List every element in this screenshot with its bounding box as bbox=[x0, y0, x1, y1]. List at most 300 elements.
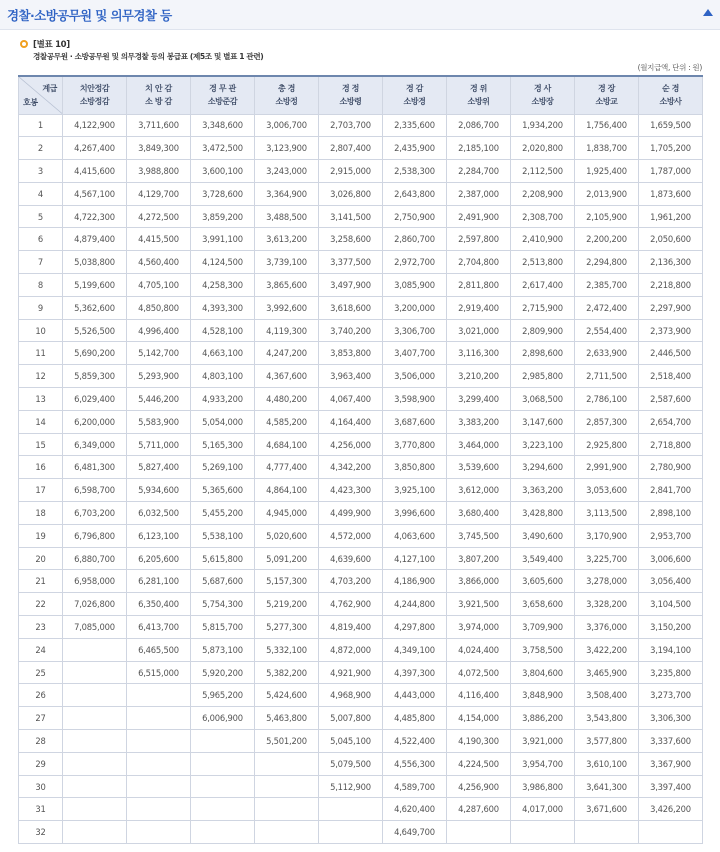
salary-cell: 5,007,800 bbox=[319, 707, 383, 730]
salary-cell: 3,921,000 bbox=[511, 730, 575, 753]
salary-cell: 3,687,600 bbox=[383, 410, 447, 433]
salary-cell: 5,690,200 bbox=[63, 342, 127, 365]
salary-cell: 3,539,600 bbox=[447, 456, 511, 479]
salary-cell: 5,463,800 bbox=[255, 707, 319, 730]
salary-cell: 3,200,000 bbox=[383, 296, 447, 319]
table-row bbox=[19, 319, 703, 342]
salary-cell: 2,387,000 bbox=[447, 182, 511, 205]
step-number-cell: 16 bbox=[19, 456, 63, 479]
table-row bbox=[19, 775, 703, 798]
salary-table bbox=[18, 75, 703, 844]
salary-cell: 3,866,000 bbox=[447, 570, 511, 593]
salary-cell: 5,446,200 bbox=[127, 388, 191, 411]
step-number-cell: 17 bbox=[19, 479, 63, 502]
salary-cell: 5,142,700 bbox=[127, 342, 191, 365]
step-number-cell: 13 bbox=[19, 388, 63, 411]
salary-cell: 4,684,100 bbox=[255, 433, 319, 456]
salary-cell: 2,136,300 bbox=[639, 251, 703, 274]
salary-cell: 6,032,500 bbox=[127, 502, 191, 525]
salary-cell: 3,026,800 bbox=[319, 182, 383, 205]
salary-cell: 1,787,000 bbox=[639, 160, 703, 183]
salary-cell: 2,513,800 bbox=[511, 251, 575, 274]
salary-cell: 3,728,600 bbox=[191, 182, 255, 205]
police-rank-label: 치 안 감 bbox=[145, 84, 172, 94]
fire-rank-label: 소방경 bbox=[403, 97, 426, 107]
salary-cell bbox=[255, 798, 319, 821]
salary-cell: 4,017,000 bbox=[511, 798, 575, 821]
salary-cell: 4,703,200 bbox=[319, 570, 383, 593]
salary-cell: 4,443,000 bbox=[383, 684, 447, 707]
salary-cell: 4,186,900 bbox=[383, 570, 447, 593]
salary-cell: 3,974,000 bbox=[447, 616, 511, 639]
salary-cell bbox=[127, 707, 191, 730]
salary-cell: 2,185,100 bbox=[447, 137, 511, 160]
salary-cell: 2,297,900 bbox=[639, 296, 703, 319]
salary-cell bbox=[127, 730, 191, 753]
salary-cell: 6,515,000 bbox=[127, 661, 191, 684]
salary-cell: 2,491,900 bbox=[447, 205, 511, 228]
table-row bbox=[19, 410, 703, 433]
salary-cell: 3,758,500 bbox=[511, 638, 575, 661]
step-number-cell: 27 bbox=[19, 707, 63, 730]
salary-cell: 2,554,400 bbox=[575, 319, 639, 342]
table-row bbox=[19, 433, 703, 456]
salary-cell: 3,123,900 bbox=[255, 137, 319, 160]
grade-label: 계급 bbox=[42, 84, 57, 93]
salary-cell: 5,091,200 bbox=[255, 547, 319, 570]
salary-cell: 2,860,700 bbox=[383, 228, 447, 251]
salary-cell bbox=[63, 661, 127, 684]
police-rank-label: 경 정 bbox=[341, 84, 360, 94]
salary-cell: 3,740,200 bbox=[319, 319, 383, 342]
salary-cell: 5,365,600 bbox=[191, 479, 255, 502]
salary-cell: 1,659,500 bbox=[639, 114, 703, 137]
table-row bbox=[19, 593, 703, 616]
step-number-cell: 5 bbox=[19, 205, 63, 228]
step-number-cell: 3 bbox=[19, 160, 63, 183]
salary-cell: 2,020,800 bbox=[511, 137, 575, 160]
salary-cell: 2,841,700 bbox=[639, 479, 703, 502]
salary-cell: 2,718,800 bbox=[639, 433, 703, 456]
reference-subtitle: 경찰공무원 · 소방공무원 및 의무경찰 등의 봉급표 (제5조 및 별표 1 관련) bbox=[33, 52, 264, 61]
salary-cell: 4,620,400 bbox=[383, 798, 447, 821]
section-header-bar bbox=[0, 0, 720, 30]
salary-cell: 4,945,000 bbox=[255, 502, 319, 525]
table-row bbox=[19, 638, 703, 661]
table-row bbox=[19, 798, 703, 821]
salary-cell: 2,013,900 bbox=[575, 182, 639, 205]
table-row bbox=[19, 502, 703, 525]
salary-cell: 6,349,000 bbox=[63, 433, 127, 456]
salary-cell: 5,382,200 bbox=[255, 661, 319, 684]
table-row bbox=[19, 821, 703, 844]
column-header bbox=[127, 76, 191, 114]
fire-rank-label: 소방위 bbox=[467, 97, 490, 107]
salary-cell: 2,086,700 bbox=[447, 114, 511, 137]
step-number-cell: 10 bbox=[19, 319, 63, 342]
salary-cell: 4,119,300 bbox=[255, 319, 319, 342]
salary-cell: 2,985,800 bbox=[511, 365, 575, 388]
salary-cell: 5,965,200 bbox=[191, 684, 255, 707]
salary-cell: 3,992,600 bbox=[255, 296, 319, 319]
salary-cell: 4,589,700 bbox=[383, 775, 447, 798]
salary-cell: 3,613,200 bbox=[255, 228, 319, 251]
salary-cell: 4,522,400 bbox=[383, 730, 447, 753]
salary-cell: 4,127,100 bbox=[383, 547, 447, 570]
step-number-cell: 21 bbox=[19, 570, 63, 593]
salary-cell: 2,385,700 bbox=[575, 274, 639, 297]
salary-cell: 3,488,500 bbox=[255, 205, 319, 228]
salary-cell: 5,873,100 bbox=[191, 638, 255, 661]
salary-cell: 3,549,400 bbox=[511, 547, 575, 570]
salary-cell: 6,465,500 bbox=[127, 638, 191, 661]
salary-cell: 5,038,800 bbox=[63, 251, 127, 274]
salary-cell: 5,269,100 bbox=[191, 456, 255, 479]
salary-cell: 4,819,400 bbox=[319, 616, 383, 639]
salary-cell: 5,526,500 bbox=[63, 319, 127, 342]
salary-cell: 4,067,400 bbox=[319, 388, 383, 411]
salary-cell: 2,953,700 bbox=[639, 524, 703, 547]
salary-cell: 3,306,700 bbox=[383, 319, 447, 342]
salary-cell: 4,129,700 bbox=[127, 182, 191, 205]
salary-cell: 4,485,800 bbox=[383, 707, 447, 730]
salary-cell: 3,770,800 bbox=[383, 433, 447, 456]
salary-cell: 4,996,400 bbox=[127, 319, 191, 342]
salary-cell: 2,335,600 bbox=[383, 114, 447, 137]
salary-cell: 5,827,400 bbox=[127, 456, 191, 479]
table-row bbox=[19, 342, 703, 365]
collapse-triangle-up-icon[interactable] bbox=[703, 9, 713, 16]
salary-cell: 4,639,600 bbox=[319, 547, 383, 570]
salary-cell bbox=[447, 821, 511, 844]
step-number-cell: 18 bbox=[19, 502, 63, 525]
police-rank-label: 경 무 관 bbox=[209, 84, 236, 94]
salary-cell: 3,294,600 bbox=[511, 456, 575, 479]
salary-cell: 3,464,000 bbox=[447, 433, 511, 456]
police-rank-label: 치안정감 bbox=[79, 84, 110, 94]
table-row bbox=[19, 684, 703, 707]
salary-cell: 3,337,600 bbox=[639, 730, 703, 753]
salary-cell bbox=[63, 798, 127, 821]
salary-cell: 3,886,200 bbox=[511, 707, 575, 730]
salary-cell: 3,383,200 bbox=[447, 410, 511, 433]
salary-cell: 3,465,900 bbox=[575, 661, 639, 684]
salary-cell bbox=[191, 730, 255, 753]
salary-cell: 4,968,900 bbox=[319, 684, 383, 707]
salary-cell: 1,961,200 bbox=[639, 205, 703, 228]
salary-cell: 4,663,100 bbox=[191, 342, 255, 365]
table-row bbox=[19, 388, 703, 411]
salary-cell: 3,053,600 bbox=[575, 479, 639, 502]
salary-cell: 4,367,600 bbox=[255, 365, 319, 388]
salary-cell: 3,235,800 bbox=[639, 661, 703, 684]
salary-cell: 3,577,800 bbox=[575, 730, 639, 753]
salary-cell: 5,157,300 bbox=[255, 570, 319, 593]
salary-cell: 6,880,700 bbox=[63, 547, 127, 570]
salary-cell: 4,872,000 bbox=[319, 638, 383, 661]
step-number-cell: 25 bbox=[19, 661, 63, 684]
salary-cell: 2,811,800 bbox=[447, 274, 511, 297]
salary-cell: 6,958,000 bbox=[63, 570, 127, 593]
column-header bbox=[191, 76, 255, 114]
salary-cell: 1,838,700 bbox=[575, 137, 639, 160]
salary-cell bbox=[63, 821, 127, 844]
salary-cell: 2,715,900 bbox=[511, 296, 575, 319]
police-rank-label: 총 경 bbox=[277, 84, 296, 94]
salary-cell: 4,342,200 bbox=[319, 456, 383, 479]
salary-cell: 3,273,700 bbox=[639, 684, 703, 707]
salary-cell: 4,423,300 bbox=[319, 479, 383, 502]
salary-cell: 3,243,000 bbox=[255, 160, 319, 183]
salary-cell: 1,873,600 bbox=[639, 182, 703, 205]
salary-cell: 3,367,900 bbox=[639, 752, 703, 775]
salary-cell: 3,363,200 bbox=[511, 479, 575, 502]
salary-cell: 1,705,200 bbox=[639, 137, 703, 160]
salary-cell: 4,705,100 bbox=[127, 274, 191, 297]
salary-cell: 3,328,200 bbox=[575, 593, 639, 616]
police-rank-label: 경 사 bbox=[533, 84, 552, 94]
police-rank-label: 경 장 bbox=[597, 84, 616, 94]
salary-cell: 4,572,000 bbox=[319, 524, 383, 547]
salary-cell: 4,154,000 bbox=[447, 707, 511, 730]
step-number-cell: 9 bbox=[19, 296, 63, 319]
step-number-cell: 8 bbox=[19, 274, 63, 297]
salary-cell: 2,633,900 bbox=[575, 342, 639, 365]
salary-cell: 5,615,800 bbox=[191, 547, 255, 570]
salary-cell: 3,141,500 bbox=[319, 205, 383, 228]
table-row bbox=[19, 274, 703, 297]
salary-cell: 2,654,700 bbox=[639, 410, 703, 433]
step-number-cell: 6 bbox=[19, 228, 63, 251]
step-number-cell: 28 bbox=[19, 730, 63, 753]
salary-cell: 1,925,400 bbox=[575, 160, 639, 183]
salary-cell: 3,348,600 bbox=[191, 114, 255, 137]
salary-cell: 4,190,300 bbox=[447, 730, 511, 753]
salary-cell: 3,472,500 bbox=[191, 137, 255, 160]
salary-cell: 5,538,100 bbox=[191, 524, 255, 547]
salary-cell: 2,587,600 bbox=[639, 388, 703, 411]
salary-cell: 3,006,600 bbox=[639, 547, 703, 570]
salary-cell: 3,954,700 bbox=[511, 752, 575, 775]
reference-label: [별표 10] bbox=[33, 40, 70, 50]
salary-cell: 3,988,800 bbox=[127, 160, 191, 183]
salary-cell: 3,194,100 bbox=[639, 638, 703, 661]
salary-cell: 3,407,700 bbox=[383, 342, 447, 365]
salary-cell: 2,786,100 bbox=[575, 388, 639, 411]
salary-cell: 3,745,500 bbox=[447, 524, 511, 547]
table-row bbox=[19, 456, 703, 479]
salary-cell: 4,499,900 bbox=[319, 502, 383, 525]
salary-cell: 5,199,600 bbox=[63, 274, 127, 297]
salary-cell: 3,377,500 bbox=[319, 251, 383, 274]
table-row bbox=[19, 479, 703, 502]
salary-cell: 5,112,900 bbox=[319, 775, 383, 798]
salary-cell: 5,362,600 bbox=[63, 296, 127, 319]
salary-cell: 2,991,900 bbox=[575, 456, 639, 479]
salary-cell: 5,045,100 bbox=[319, 730, 383, 753]
table-row bbox=[19, 365, 703, 388]
salary-cell: 2,597,800 bbox=[447, 228, 511, 251]
column-header bbox=[255, 76, 319, 114]
salary-cell: 5,165,300 bbox=[191, 433, 255, 456]
salary-cell: 3,610,100 bbox=[575, 752, 639, 775]
salary-cell: 4,122,900 bbox=[63, 114, 127, 137]
step-number-cell: 19 bbox=[19, 524, 63, 547]
step-number-cell: 14 bbox=[19, 410, 63, 433]
table-row bbox=[19, 616, 703, 639]
salary-cell: 4,567,100 bbox=[63, 182, 127, 205]
salary-cell: 2,704,800 bbox=[447, 251, 511, 274]
salary-cell: 3,598,900 bbox=[383, 388, 447, 411]
salary-cell: 2,809,900 bbox=[511, 319, 575, 342]
salary-cell bbox=[127, 821, 191, 844]
salary-cell bbox=[319, 798, 383, 821]
column-header bbox=[319, 76, 383, 114]
salary-cell: 2,294,800 bbox=[575, 251, 639, 274]
salary-cell bbox=[255, 821, 319, 844]
salary-cell bbox=[639, 821, 703, 844]
salary-cell bbox=[191, 821, 255, 844]
salary-cell: 3,991,100 bbox=[191, 228, 255, 251]
salary-cell: 3,258,600 bbox=[319, 228, 383, 251]
salary-cell: 3,921,500 bbox=[447, 593, 511, 616]
salary-cell: 3,508,400 bbox=[575, 684, 639, 707]
table-row bbox=[19, 296, 703, 319]
salary-cell: 7,026,800 bbox=[63, 593, 127, 616]
salary-cell: 2,972,700 bbox=[383, 251, 447, 274]
salary-cell: 2,703,700 bbox=[319, 114, 383, 137]
salary-cell: 5,583,900 bbox=[127, 410, 191, 433]
salary-cell bbox=[127, 684, 191, 707]
salary-cell: 5,687,600 bbox=[191, 570, 255, 593]
salary-cell: 2,050,600 bbox=[639, 228, 703, 251]
salary-cell bbox=[255, 775, 319, 798]
table-row bbox=[19, 137, 703, 160]
salary-cell: 3,021,000 bbox=[447, 319, 511, 342]
salary-cell: 5,079,500 bbox=[319, 752, 383, 775]
table-row bbox=[19, 205, 703, 228]
circle-bullet-icon bbox=[20, 40, 28, 48]
column-header bbox=[63, 76, 127, 114]
salary-cell: 5,934,600 bbox=[127, 479, 191, 502]
step-number-cell: 1 bbox=[19, 114, 63, 137]
step-number-cell: 15 bbox=[19, 433, 63, 456]
salary-cell: 4,397,300 bbox=[383, 661, 447, 684]
salary-cell: 3,853,800 bbox=[319, 342, 383, 365]
salary-cell: 4,777,400 bbox=[255, 456, 319, 479]
salary-cell: 4,164,400 bbox=[319, 410, 383, 433]
salary-cell: 4,224,500 bbox=[447, 752, 511, 775]
police-rank-label: 순 경 bbox=[661, 84, 680, 94]
salary-cell: 1,934,200 bbox=[511, 114, 575, 137]
salary-cell: 4,762,900 bbox=[319, 593, 383, 616]
salary-cell: 4,649,700 bbox=[383, 821, 447, 844]
salary-cell: 3,426,200 bbox=[639, 798, 703, 821]
salary-cell bbox=[191, 752, 255, 775]
salary-cell: 3,506,000 bbox=[383, 365, 447, 388]
salary-cell: 4,124,500 bbox=[191, 251, 255, 274]
salary-cell: 3,376,000 bbox=[575, 616, 639, 639]
salary-cell: 2,915,000 bbox=[319, 160, 383, 183]
salary-cell: 5,277,300 bbox=[255, 616, 319, 639]
salary-cell bbox=[63, 752, 127, 775]
salary-cell: 2,750,900 bbox=[383, 205, 447, 228]
step-number-cell: 2 bbox=[19, 137, 63, 160]
salary-cell bbox=[319, 821, 383, 844]
column-header bbox=[511, 76, 575, 114]
fire-rank-label: 소방교 bbox=[595, 97, 618, 107]
salary-cell: 4,415,600 bbox=[63, 160, 127, 183]
salary-cell: 2,925,800 bbox=[575, 433, 639, 456]
salary-cell bbox=[255, 752, 319, 775]
salary-cell: 3,709,900 bbox=[511, 616, 575, 639]
column-header bbox=[383, 76, 447, 114]
fire-rank-label: 소 방 감 bbox=[145, 97, 172, 107]
salary-cell: 3,711,600 bbox=[127, 114, 191, 137]
salary-cell: 4,850,800 bbox=[127, 296, 191, 319]
salary-cell: 2,919,400 bbox=[447, 296, 511, 319]
salary-cell: 4,560,400 bbox=[127, 251, 191, 274]
salary-cell: 3,658,600 bbox=[511, 593, 575, 616]
salary-cell: 2,472,400 bbox=[575, 296, 639, 319]
salary-cell: 4,349,100 bbox=[383, 638, 447, 661]
salary-cell: 3,807,200 bbox=[447, 547, 511, 570]
salary-cell: 4,287,600 bbox=[447, 798, 511, 821]
salary-cell: 3,925,100 bbox=[383, 479, 447, 502]
salary-cell: 6,281,100 bbox=[127, 570, 191, 593]
salary-cell bbox=[63, 684, 127, 707]
salary-cell: 5,711,000 bbox=[127, 433, 191, 456]
salary-cell: 5,920,200 bbox=[191, 661, 255, 684]
salary-cell: 2,410,900 bbox=[511, 228, 575, 251]
salary-cell: 3,963,400 bbox=[319, 365, 383, 388]
salary-cell bbox=[575, 821, 639, 844]
salary-cell: 3,068,500 bbox=[511, 388, 575, 411]
salary-cell: 4,247,200 bbox=[255, 342, 319, 365]
salary-cell: 4,256,900 bbox=[447, 775, 511, 798]
table-row bbox=[19, 228, 703, 251]
salary-cell: 3,104,500 bbox=[639, 593, 703, 616]
step-number-cell: 32 bbox=[19, 821, 63, 844]
salary-cell: 3,618,600 bbox=[319, 296, 383, 319]
salary-cell: 3,223,100 bbox=[511, 433, 575, 456]
salary-cell bbox=[63, 775, 127, 798]
salary-cell: 2,898,100 bbox=[639, 502, 703, 525]
salary-cell: 4,528,100 bbox=[191, 319, 255, 342]
salary-cell: 3,612,000 bbox=[447, 479, 511, 502]
salary-cell: 6,205,600 bbox=[127, 547, 191, 570]
step-number-cell: 31 bbox=[19, 798, 63, 821]
table-header-row bbox=[19, 76, 703, 114]
salary-cell: 2,435,900 bbox=[383, 137, 447, 160]
salary-cell: 3,150,200 bbox=[639, 616, 703, 639]
salary-cell: 2,780,900 bbox=[639, 456, 703, 479]
salary-cell: 2,308,700 bbox=[511, 205, 575, 228]
fire-rank-label: 소방정감 bbox=[79, 97, 110, 107]
salary-cell: 5,859,300 bbox=[63, 365, 127, 388]
salary-cell: 3,113,500 bbox=[575, 502, 639, 525]
salary-cell: 4,024,400 bbox=[447, 638, 511, 661]
column-header bbox=[575, 76, 639, 114]
table-row bbox=[19, 524, 703, 547]
table-row bbox=[19, 547, 703, 570]
table-row bbox=[19, 752, 703, 775]
salary-cell: 5,293,900 bbox=[127, 365, 191, 388]
salary-cell: 3,428,800 bbox=[511, 502, 575, 525]
salary-cell: 4,063,600 bbox=[383, 524, 447, 547]
step-number-cell: 22 bbox=[19, 593, 63, 616]
step-label: 호봉 bbox=[23, 97, 38, 107]
